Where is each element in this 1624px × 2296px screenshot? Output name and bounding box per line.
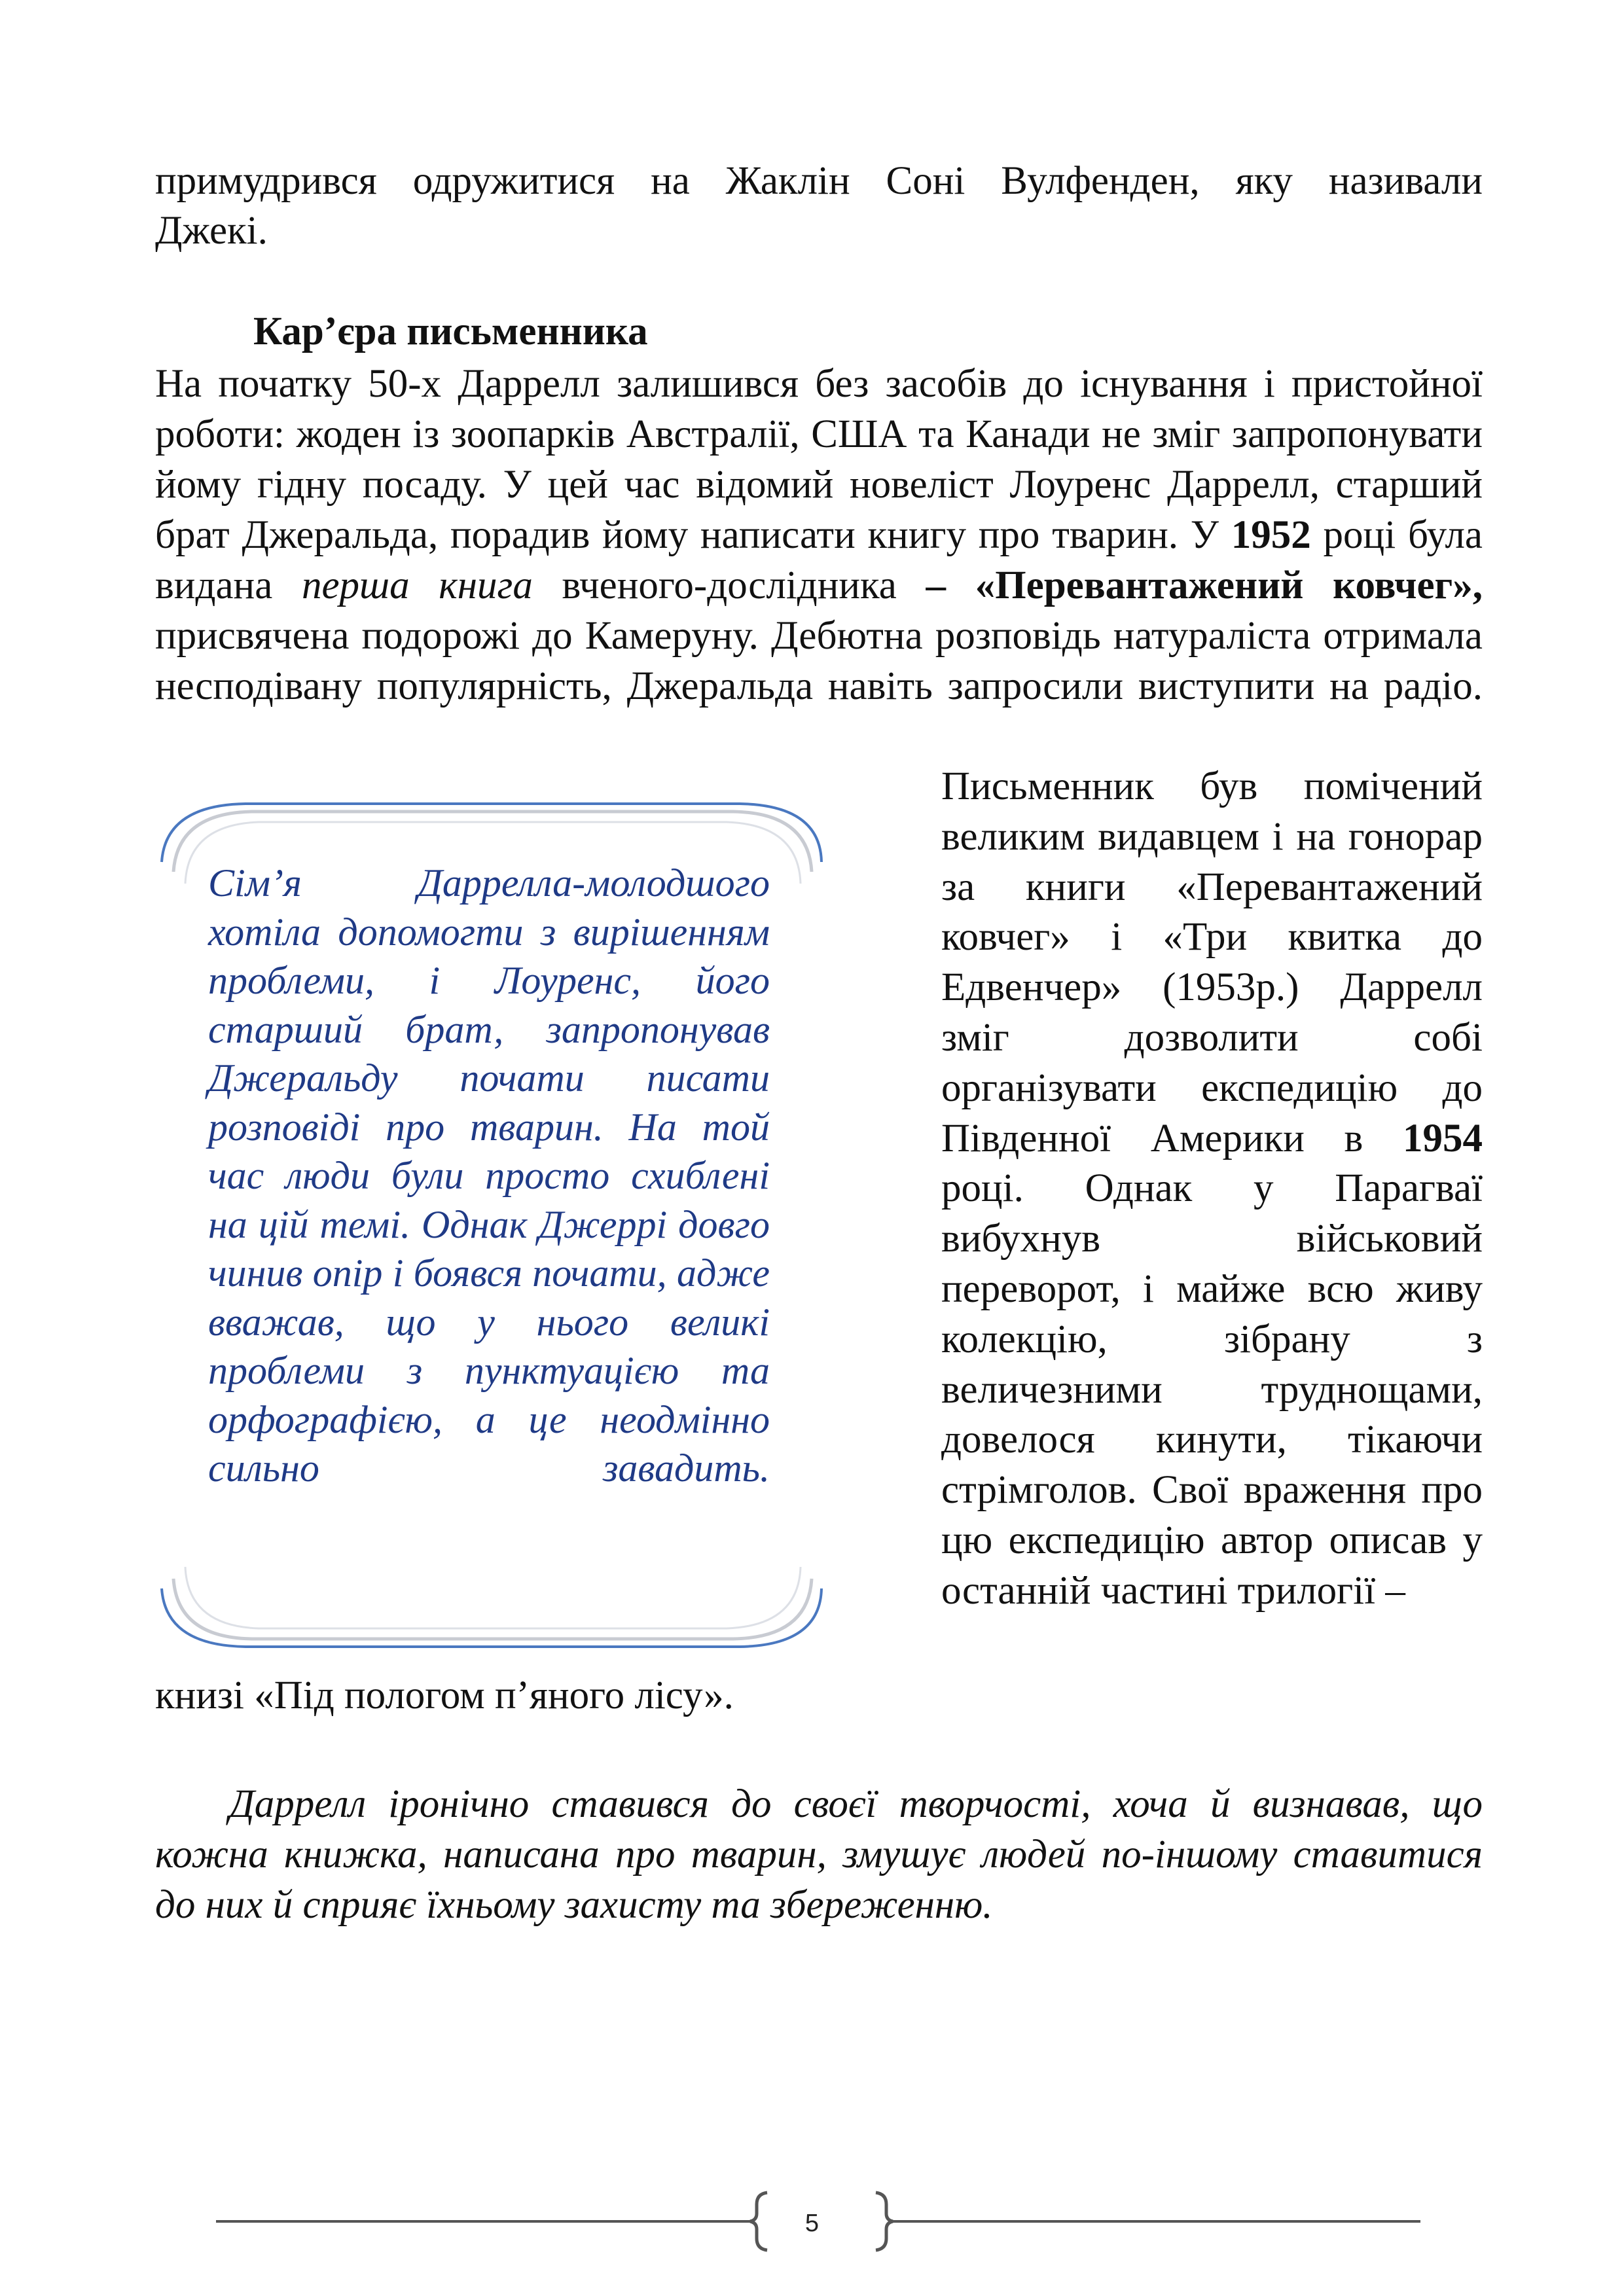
paragraph-1-part-1: На початку 50-х Даррелл залишився без засобів до існування і пристойної роботи: жоден із зоопарків Австралії, США та Канади не зміг запропонувати йому гідну посаду. У цей час відомий новеліст Лоуренс Даррелл, старший брат Джеральда, порадив йому написати книгу про тварин. У: [155, 362, 1483, 557]
closing-text: Даррелл іронічно ставився до своєї творчості, хоча й визнавав, що кожна книжка, написана про тварин, змушує людей по-іншому ставитися до них й сприяє їхньому захисту та збереженню.: [155, 1782, 1483, 1927]
side-column-text: [941, 762, 1483, 1617]
year-1952: 1952: [1231, 513, 1311, 557]
quote-text: Сім’я Даррелла-молодшого хотіла допомогти з вирішенням проблеми, і Лоуренс, його старший брат, запропонував Джеральду почати писати розповіді про тварин. На той час люди були просто схиблені на цій темі. Однак Джеррі довго чинив опір і боявся почати, адже вважав, що у нього великі проблеми з пунктуацією та орфографією, а це неодмінно сильно завадить.: [208, 861, 770, 1490]
section-heading: Кар’єра письменника: [253, 310, 648, 353]
paragraph-1-part-4: присвячена подорожі до Камеруну. Дебютна розповідь натураліста отримала несподівану популярність, Джеральда навіть запросили виступити на радіо.: [155, 614, 1483, 708]
after-box-line: книзі «Під пологом п’яного лісу».: [155, 1674, 734, 1717]
intro-line-1: примудрився одружитися на Жаклін Соні Вулфенден, яку називали: [155, 159, 1483, 203]
first-book-phrase: перша книга: [301, 564, 533, 607]
paragraph-1-part-3: вченого-дослідника: [532, 564, 926, 607]
dash: –: [926, 564, 947, 607]
closing-paragraph: [155, 1779, 1483, 1930]
book-title: «Перевантажений ковчег»,: [975, 564, 1483, 607]
paragraph-1: [155, 359, 1483, 711]
side-column-part-2: році. Однак у Парагваї вибухнув військовий переворот, і майже всю живу колекцію, зібрану з величезними труднощами, довелося кинути, тікаючи стрімголов. Свої враження про цю експедицію автор описав у останній частині трилогії –: [941, 1166, 1483, 1613]
paragraph-1-part-2: році була видана: [155, 513, 1483, 607]
year-1954: 1954: [1403, 1116, 1483, 1160]
intro-line-2: Джекі.: [155, 209, 268, 253]
side-column-part-1: Письменник був помічений великим видавцем і на гонорар за книги «Перевантажений ковчег» і «Три квитка до Едвенчер» (1953р.) Даррелл зміг дозволити собі організувати експедицію до Південної Америки в: [941, 764, 1483, 1160]
page-number: 5: [804, 2210, 820, 2237]
